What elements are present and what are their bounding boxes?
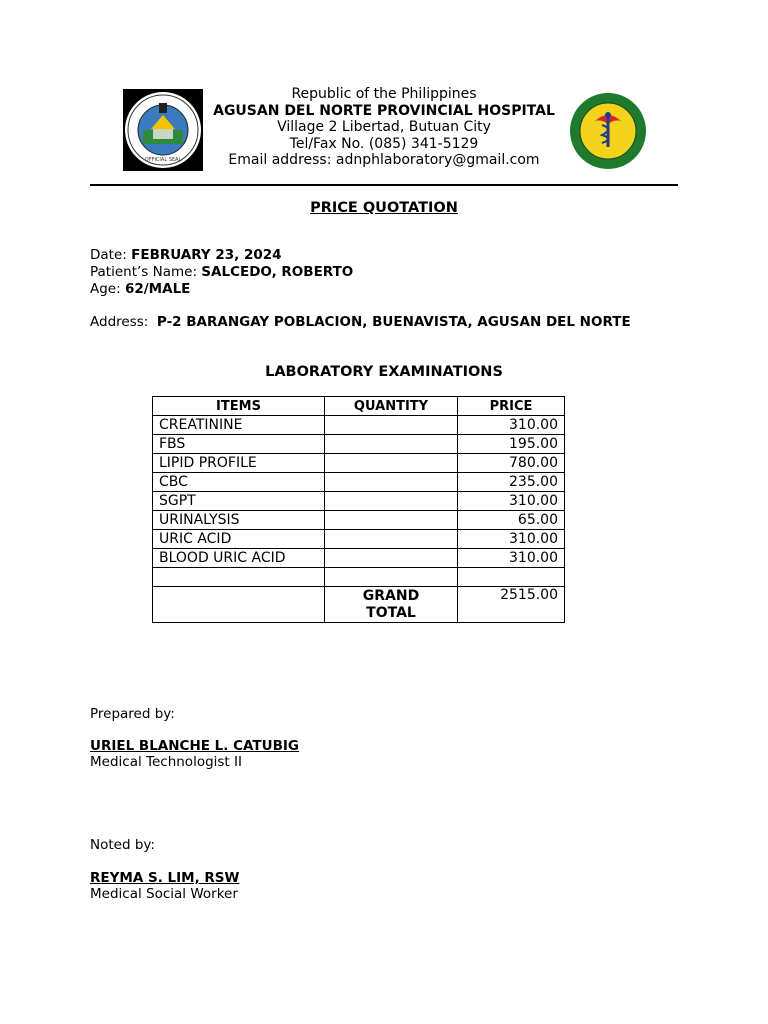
quantity-cell [325, 568, 458, 587]
date-value: FEBRUARY 23, 2024 [131, 247, 282, 263]
item-cell: URINALYSIS [153, 511, 325, 530]
column-header-quantity: QUANTITY [325, 397, 458, 416]
age-line [90, 281, 190, 298]
price-cell: 310.00 [458, 549, 565, 568]
price-cell: 310.00 [458, 416, 565, 435]
age-label: Age: [90, 281, 121, 297]
grand-total-label-line1: GRAND [362, 587, 420, 604]
address-line [90, 314, 631, 331]
age-value: 62/MALE [124, 281, 191, 297]
lab-exam-table [152, 396, 565, 623]
table-row [153, 454, 565, 473]
column-header-items: ITEMS [153, 397, 325, 416]
quantity-cell [325, 435, 458, 454]
price-cell: 780.00 [458, 454, 565, 473]
quantity-cell [325, 549, 458, 568]
price-cell: 195.00 [458, 435, 565, 454]
letterhead [200, 86, 568, 169]
date-line [90, 247, 282, 264]
price-cell: 310.00 [458, 492, 565, 511]
grand-total-label-line2: TOTAL [366, 604, 416, 621]
provincial-seal-logo [123, 89, 203, 171]
hospital-telfax: Tel/Fax No. (085) 341-5129 [289, 135, 479, 152]
grand-total-label [325, 587, 458, 623]
date-label: Date: [90, 247, 127, 263]
item-cell: SGPT [153, 492, 325, 511]
lab-section-title: LABORATORY EXAMINATIONS [265, 364, 503, 380]
hospital-email: Email address: adnphlaboratory@gmail.com [228, 152, 540, 168]
address-value: P-2 BARANGAY POBLACION, BUENAVISTA, AGUSAN DEL NORTE [156, 314, 631, 330]
patient-name-line [90, 264, 353, 281]
grand-total-row [153, 587, 565, 623]
hospital-seal-logo [569, 91, 647, 171]
republic-line: Republic of the Philippines [291, 86, 477, 102]
column-header-price: PRICE [458, 397, 565, 416]
item-cell: LIPID PROFILE [153, 454, 325, 473]
table-row [153, 549, 565, 568]
noted-by-name: REYMA S. LIM, RSW [90, 870, 240, 886]
table-row [153, 530, 565, 549]
noted-by-label: Noted by: [90, 837, 155, 853]
item-cell: BLOOD URIC ACID [153, 549, 325, 568]
item-cell: CREATININE [153, 416, 325, 435]
prepared-by-position: Medical Technologist II [90, 754, 242, 770]
table-row [153, 511, 565, 530]
grand-total-value: 2515.00 [458, 587, 565, 623]
table-row [153, 473, 565, 492]
svg-text:OFFICIAL SEAL: OFFICIAL SEAL [144, 157, 182, 163]
item-cell: CBC [153, 473, 325, 492]
item-cell: FBS [153, 435, 325, 454]
page-title: PRICE QUOTATION [310, 200, 458, 216]
address-label: Address: [90, 314, 149, 330]
table-row [153, 492, 565, 511]
patient-name-label: Patient’s Name: [90, 264, 197, 280]
price-cell: 235.00 [458, 473, 565, 492]
quantity-cell [325, 473, 458, 492]
noted-by-position: Medical Social Worker [90, 886, 238, 902]
quantity-cell [325, 454, 458, 473]
grand-total-empty-cell [153, 587, 325, 623]
prepared-by-label: Prepared by: [90, 706, 175, 722]
quantity-cell [325, 492, 458, 511]
table-row [153, 416, 565, 435]
quantity-cell [325, 416, 458, 435]
table-row [153, 435, 565, 454]
prepared-by-name: URIEL BLANCHE L. CATUBIG [90, 738, 299, 754]
quantity-cell [325, 530, 458, 549]
price-cell [458, 568, 565, 587]
table-header-row [153, 397, 565, 416]
hospital-address: Village 2 Libertad, Butuan City [277, 119, 491, 135]
price-cell: 310.00 [458, 530, 565, 549]
patient-name-value: SALCEDO, ROBERTO [201, 264, 354, 280]
header-divider [90, 184, 678, 186]
item-cell: URIC ACID [153, 530, 325, 549]
hospital-name: AGUSAN DEL NORTE PROVINCIAL HOSPITAL [213, 102, 555, 119]
item-cell [153, 568, 325, 587]
price-cell: 65.00 [458, 511, 565, 530]
table-row-empty [153, 568, 565, 587]
quantity-cell [325, 511, 458, 530]
